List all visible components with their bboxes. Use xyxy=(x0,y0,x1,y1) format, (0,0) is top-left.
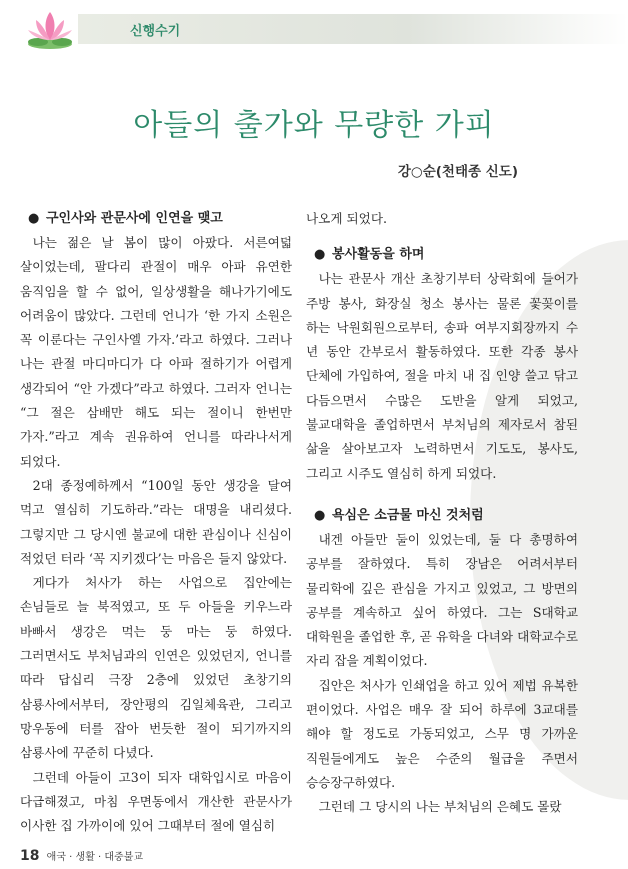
section-heading xyxy=(306,504,578,528)
right-column xyxy=(306,207,578,820)
paragraph: 2대 종정예하께서 “100일 동안 생강을 달여 먹고 열심히 기도하라.”라는 대명을 내리셨다. 그렇지만 그 당시엔 불교에 대한 관심이나 신심이 적었던 터라 ‘꼭 지키겠다’는 마음은 들지 않았다. xyxy=(20,477,292,566)
paragraph: 그런데 아들이 고3이 되자 대학입시로 마음이 다급해졌고, 마침 우면동에서 개산한 관문사가 이사한 집 가까이에 있어 그때부터 절에 열심히 xyxy=(20,769,292,834)
paragraph: 나오게 되었다. xyxy=(306,211,387,226)
left-column xyxy=(20,207,292,838)
article-author: 강○순(천태종 신도) xyxy=(397,164,518,180)
section-heading xyxy=(306,243,578,267)
magazine-name: 애국 · 생활 · 대중불교 xyxy=(46,852,144,863)
paragraph: 내겐 아들만 둘이 있었는데, 둘 다 총명하여 공부를 잘하였다. 특히 장남은 어려서부터 물리학에 깊은 관심을 가지고 있었고, 그 방면의 공부를 계속하고 싶어 하였다. 그는 S대학교 대학원을 졸업한 후, 곧 유학을 다녀와 대학교수로 자리 잡을 계획이었다. xyxy=(306,531,578,669)
page-number: 18 xyxy=(20,848,40,864)
section-heading xyxy=(20,207,292,231)
black-circle-icon: ● xyxy=(314,507,326,523)
black-circle-icon: ● xyxy=(314,247,326,263)
section-heading-text: 욕심은 소금물 마신 것처럼 xyxy=(332,507,484,523)
lotus-icon xyxy=(22,6,78,50)
paragraph: 그런데 그 당시의 나는 부처님의 은혜도 몰랐 xyxy=(318,799,562,815)
article-title: 아들의 출가와 무량한 가피 xyxy=(133,108,495,143)
paragraph: 나는 관문사 개산 초창기부터 상락회에 들어가 주방 봉사, 화장실 청소 봉사는 물론 꽃꽂이를 하는 낙원회원으로부터, 송파 여부지회장까지 수 년 동안 간부로서 활동하였다. 또한 각종 봉사 단체에 가입하여, 절을 마치 내 집 인양 쓸고 닦고 다듬으면서 수많은 도반을 알게 되었고, 불교대학을 졸업하면서 부처님의 제자로서 참된 삶을 살아보고자 노력하면서 기도도, 봉사도, 그리고 시주도 열심히 하게 되었다. xyxy=(306,271,578,481)
section-label: 신행수기 xyxy=(130,24,181,39)
paragraph: 나는 젊은 날 봄이 많이 아팠다. 서른여덟 살이었는데, 팔다리 관절이 매우 아파 유연한 움직임을 할 수 없어, 일상생활을 해나가기에도 어려움이 많았다. 그런데 언니가 ‘한 가지 소원은 꼭 이룬다는 구인사엘 가자.’라고 하였다. 그러나 나는 관절 마디마디가 다 아파 절하기가 어렵게 생각되어 “안 가겠다”라고 하였다. 그러자 언니는 “그 절은 삼배만 해도 되는 절이니 한번만 가자.”라고 계속 권유하여 언니를 따라나서게 되었다. xyxy=(20,235,292,469)
paragraph: 게다가 처사가 하는 사업으로 집안에는 손님들로 늘 북적였고, 또 두 아들을 키우느라 바빠서 생강은 먹는 둥 마는 둥 하였다. 그러면서도 부처님과의 인연은 있었던지, 언니를 따라 답십리 극장 2층에 있었던 초창기의 삼룡사에서부터, 장안평의 김일체육관, 그리고 망우동에 터를 잡아 번듯한 절이 되기까지의 삼룡사에 꾸준히 다녔다. xyxy=(20,575,292,761)
page-footer xyxy=(20,848,143,864)
section-heading-text: 구인사와 관문사에 인연을 맺고 xyxy=(46,211,223,226)
section-heading-text: 봉사활동을 하며 xyxy=(332,247,425,263)
paragraph: 집안은 처사가 인쇄업을 하고 있어 제법 유복한 편이었다. 사업은 매우 잘 되어 하루에 3교대를 해야 할 정도로 가동되었고, 스무 명 가까운 직원들에게도 높은 수준의 월급을 주면서 승승장구하였다. xyxy=(306,677,578,790)
black-circle-icon: ● xyxy=(28,211,40,226)
